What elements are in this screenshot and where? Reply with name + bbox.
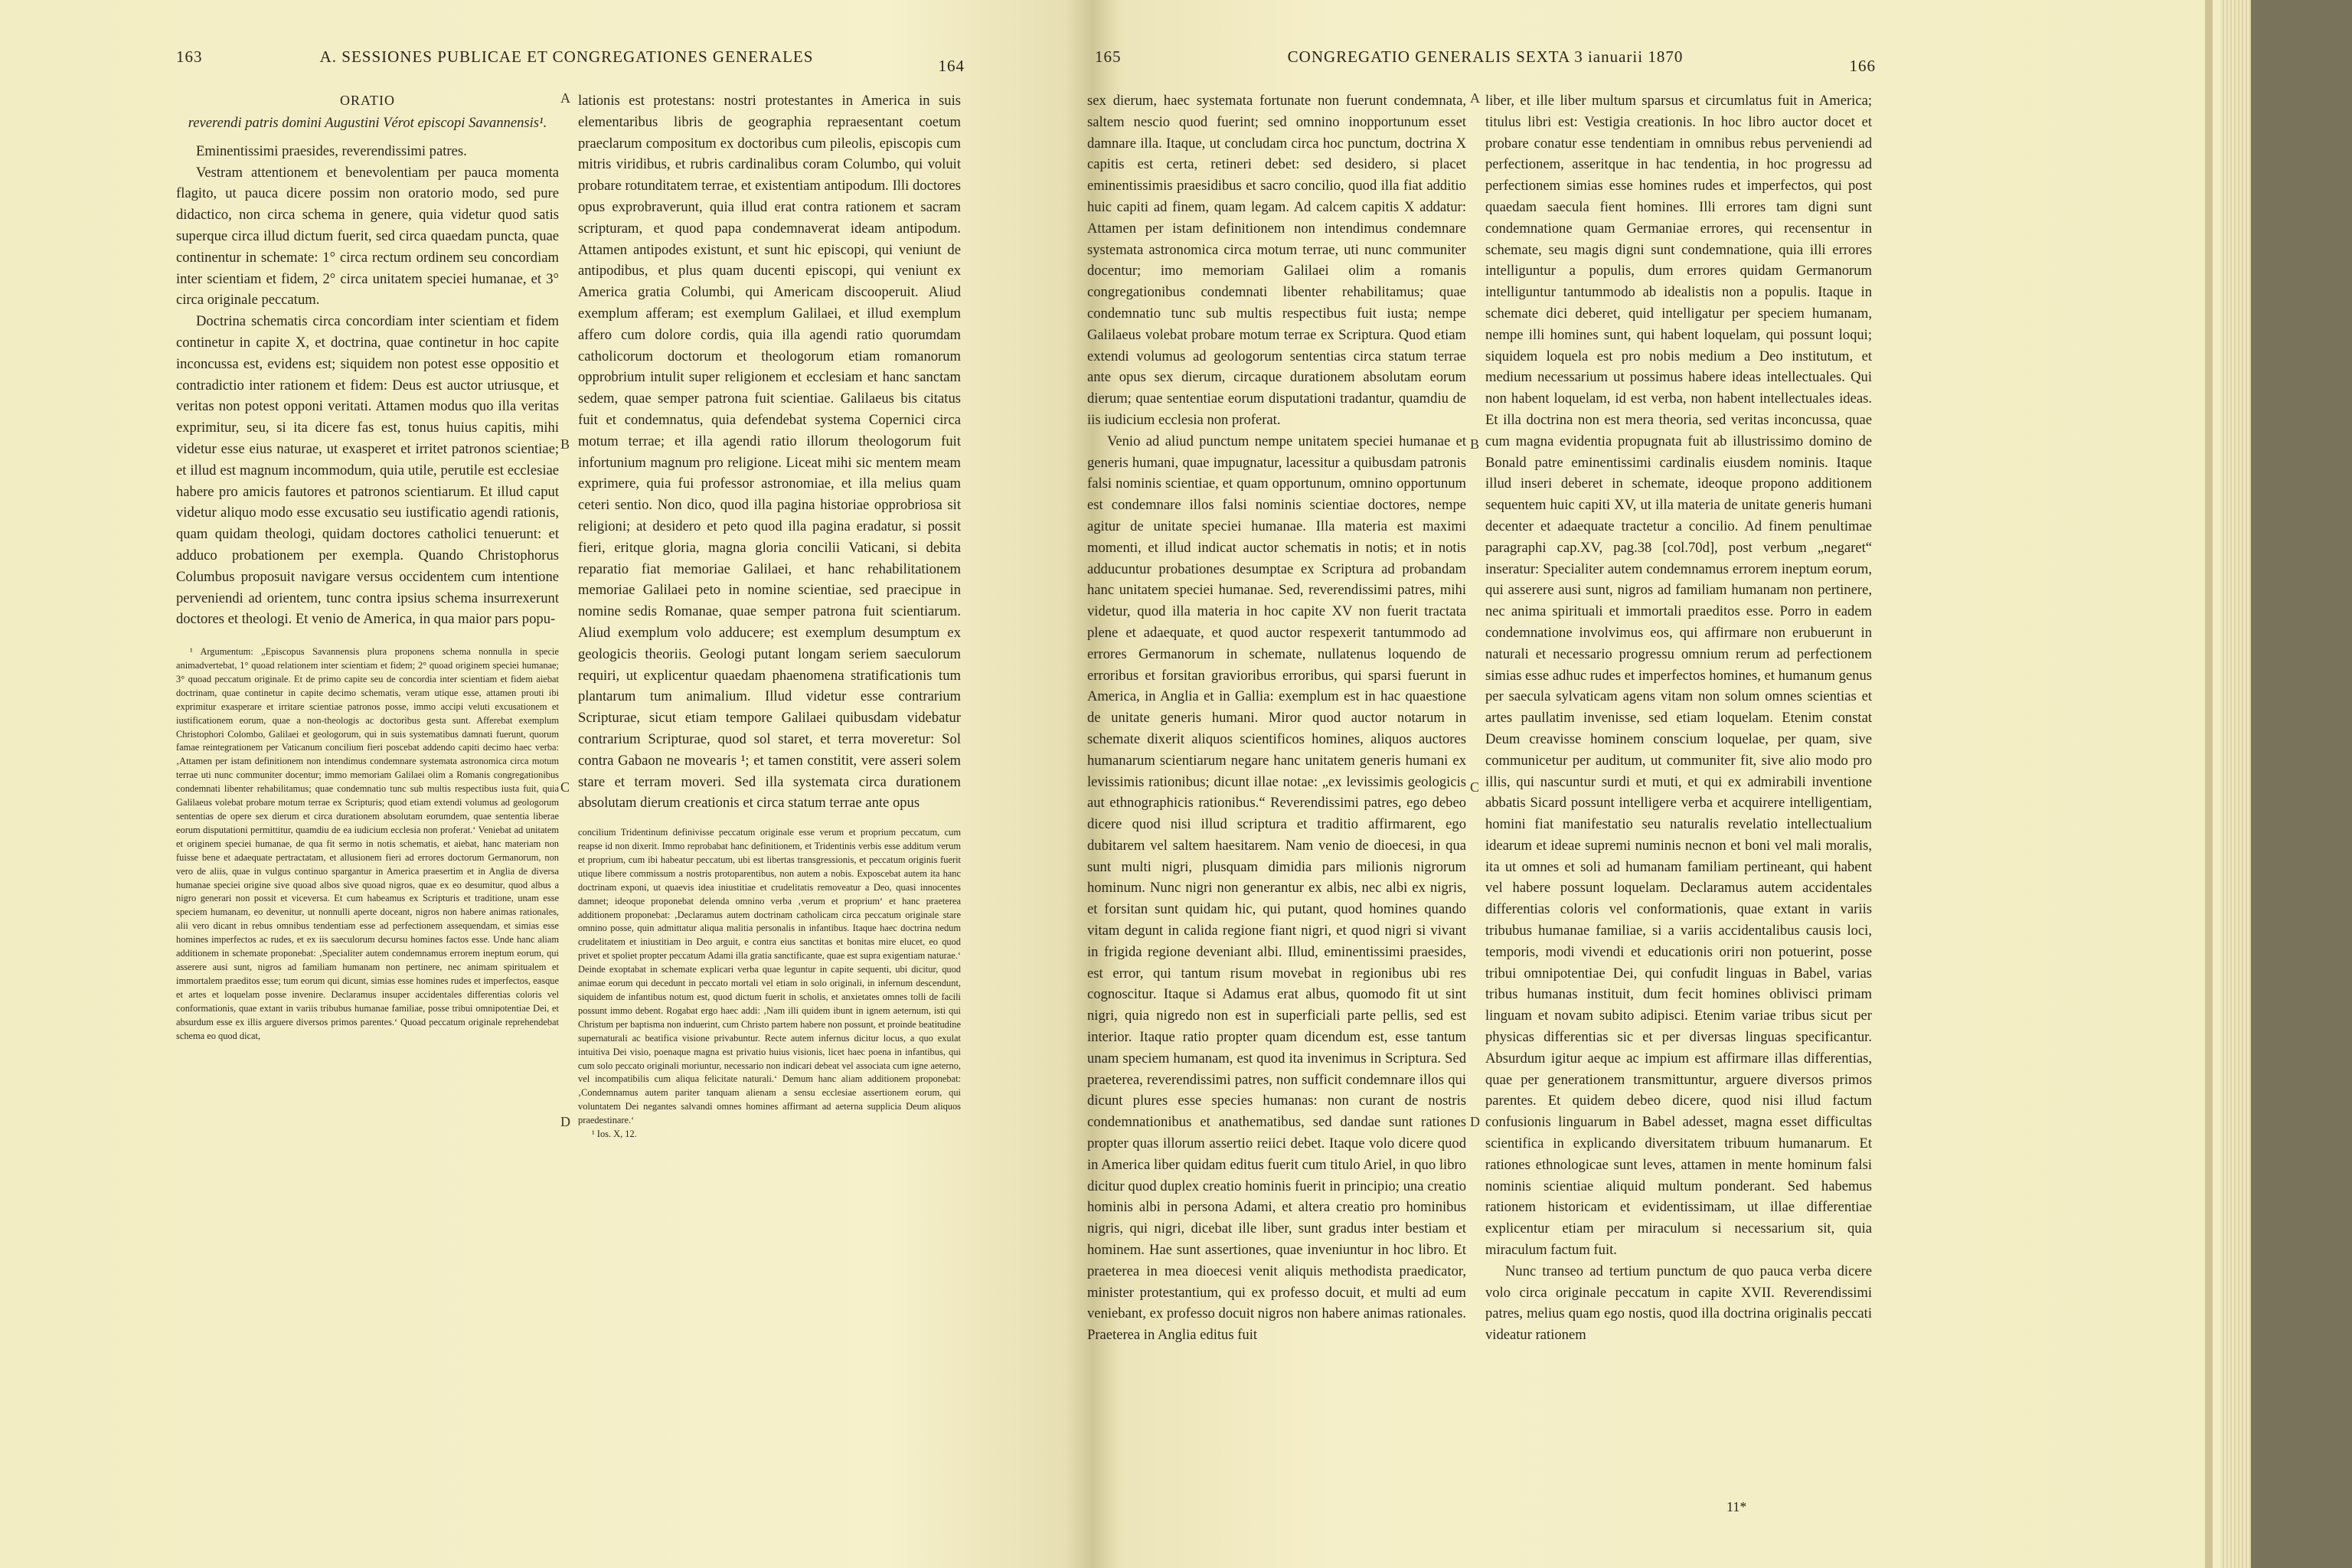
margin-letter-c: C [1470, 779, 1480, 795]
right-page [1087, 0, 1883, 1568]
running-head-left: A. SESSIONES PUBLICAE ET CONGREGATIONES GENERALES [319, 47, 814, 66]
footnote-reference: ¹ Ios. X, 12. [592, 1129, 637, 1140]
cover-edge [2205, 0, 2213, 1568]
paragraph: Nunc transeo ad tertium punctum de quo pauca verba dicere volo circa originale peccatum in capite XVII. Reverendissimi patres, melius quam ego nostis, quod illa doctrina originalis peccati videatur rationem [1485, 1263, 1872, 1344]
left-column-2 [578, 90, 961, 1142]
page-edges [2220, 0, 2251, 1568]
signature-mark: 11* [1726, 1499, 1747, 1514]
page-number-166: 166 [1849, 57, 1876, 75]
paragraph: Doctrina schematis circa concordiam inter scientiam et fidem continetur in capite X, et doctrina, quae continetur in hoc capite inconcussa est, evidens est; siquidem non potest esse oppositio et contradictio inter rationem et fidem: Deus est auctor utriusque, et veritas non potest opponi veritati. Attamen modus quo illa veritas exprimitur, seu, si ita dicere fas est, tonus huius capitis, mihi videtur esse eius naturae, ut exasperet et irritet patronos scientiae; et illud est magnum incommodum, quia utile, perutile est ecclesiae habere pro amicis fautores et patronos scientiarum. Et illud caput videtur aliquo modo esse excusatio seu iustificatio agendi rationis, quam quidam theologi, quidam doctores catholici tenuerunt: et adduco probationem per exempla. Quando Christophorus Columbus proposuit navigare versus occidentem cum intentione perveniendi ad orientem, tunc contra ipsius schema insurrexerunt doctores et theologi. Et venio de America, in qua maior pars popu- [176, 313, 559, 628]
margin-letter-b: B [1470, 436, 1480, 452]
footnote-left-col1 [176, 645, 559, 1043]
left-page-header [161, 47, 972, 78]
paragraph: Eminentissimi praesides, reverendissimi patres. [196, 142, 467, 159]
paragraph: sex dierum, haec systemata fortunate non fuerunt condemnata, saltem nescio quod fuerint; sed omnino inopportunum esset damnare illa. Itaque, ut concludam circa hoc punctum, doctrina X capitis est certa, retineri debet: sed desidero, si placet eminentissimis praesidibus et sacro concilio, quod illa fiat additio huic capiti ad finem, quam legam. Ad calcem capitis X addatur: Attamen per istam definitionem non intendimus condemnare systemata astronomica circa motum terrae, uti nunc communiter docentur; imo memoriam Galilaei olim a romanis congregationibus condemnati libenter rehabilitamus; quae condemnatio tunc sub multis respectibus fuit iusta; nempe Galilaeus volebat probare motum terrae ex Scriptura. Quod etiam extendi volumus ad geologorum sententias circa statum terrae ante opus sex dierum, circaque durationem absolutam eorum dierum; quae sententiae eorum disputationi tradantur, quamdiu de iis iudicium ecclesia non proferat. [1087, 93, 1466, 428]
margin-letter-a: A [1470, 90, 1480, 106]
paragraph: Vestram attentionem et benevolentiam per pauca momenta flagito, ut pauca dicere possim non oratorio modo, sed pure didactico, non circa schema in genere, quia videtur quod satis superque circa illud dictum fuerit, sed circa quaedam puncta, quae continentur in schemate: 1° circa rectum ordinem seu concordiam inter scientiam et fidem, 2° circa unitatem speciei humanae, et 3° circa originale peccatum. [176, 164, 559, 309]
page-number-165: 165 [1095, 47, 1122, 66]
margin-letter-b: B [560, 436, 570, 452]
oratio-title: ORATIO [340, 93, 395, 108]
page-number-163: 163 [176, 47, 203, 66]
paragraph: liber, et ille liber multum sparsus et circumlatus fuit in America; titulus libri est: Vestigia creationis. In hoc libro auctor docet et probare conatur esse tendentiam in omnibus rebus perveniendi ad perfectionem, asseritque in hac tendentia, in hoc progressu ad perfectionem simias esse homines rudes et imperfectos, qui post quaedam saecula fient homines. Illi errores tam digni sunt condemnatione quam Germaniae errores, qui recensentur in schemate, seu magis digni sunt condemnatione, quia illi errores intelliguntur a populis, dum errores quidam Germanorum intelliguntur tantummodo ab idealistis non a populis. Itaque in schemate dici deberet, quid intelligatur per speciem humanam, nempe illi homines sunt, qui habent loquelam, qui possunt loqui; siquidem loquela est pro nobis medium a Deo institutum, et medium necessarium ut possimus habere ideas intellectuales. Qui non habent loquelam, id est verba, non habent intellectuales ideas. Et illa doctrina non est mera theoria, sed veritas inconcussa, quae cum magna evidentia propugnata fuit ab illustrissimo domino de Bonald patre eminentissimi cardinalis eiusdem nominis. Itaque illud inseri deberet in schemate, ideoque propono additionem sequentem huic capiti XV, ut illa materia de unitate generis humani decenter et adaequate tractetur a concilio. Ad finem penultimae paragraphi cap.XV, pag.38 [col.70d], post verbum „negaret“ inseratur: Specialiter autem condemnamus errorem ineptum eorum, qui asserere ausi sunt, nigros ad familiam humanam non pertinere, nec anima spirituali et immortali praeditos esse. Porro in eadem condemnatione involvimus eos, qui affirmare non erubuerunt in naturali et necessario progressu omnium rerum ad perfectionem simias esse adhuc rudes et imperfectos homines, et humanum genus per saecula sylvaticam agens vitam non solum omnes scientias et artes paullatim invenisse, sed etiam loquelam. Etenim constat Deum creavisse hominem conscium loquelae, per quam, sive communicetur per auditum, ut communiter fit, sive alio modo pro illis, qui nascuntur surdi et muti, et qui ex admirabili inventione abbatis Sicard possunt intelligere verba et acquirere intelligentiam, homini fiat manifestatio seu naturalis revelatio intellectualium idearum et ideae supremi numinis necnon et boni vel mali moralis, ita ut omnes et soli ad humanam familiam pertineant, qui habent vel habere possunt loquelam. Declaramus autem accidentales differentias coloris vel conformationis, quae extant in variis tribubus humanae familiae, si a variis accidentalibus causis loci, temporis, modi vivendi et educationis oriri non potuerint, posse tribui omnipotentiae Dei, qui confudit linguas in Babel, varias tribus humanas instituit, dum fecit homines oblivisci primam linguam et novam subito adipisci. Etenim variae tribus sicut per physicas differentias sic et per diversas linguas specificantur. Absurdum igitur aeque ac impium est affirmare illas differentias, quae per generationem transmittuntur, arguere diversos primos parentes. Et quidem debeo dicere, quod nisi illud factum confusionis linguarum in Babel adesset, magna esset difficultas scientifica in explicando diversitatem tribuum humanarum. Et rationes ethnologicae sunt leves, attamen in mente hominum falsi nominis scientiae aliquid multum ponderant. Sed habemus rationem historicam et evidentissimam, ut illae differentiae explicentur etiam per miraculum si necessarium sit, quia miraculum factum fuit. [1485, 93, 1873, 1259]
left-page [161, 0, 972, 1568]
right-page-header [1087, 47, 1883, 78]
running-head-right: CONGREGATIO GENERALIS SEXTA 3 ianuarii 1870 [1287, 47, 1684, 66]
paragraph: lationis est protestans: nostri protestantes in America in suis elementaribus libris de geographia repraesentant coetum praeclarum compositum ex doctoribus cum pileolis, episcopis cum mitris viridibus, et rubris cardinalibus coram Columbo, qui voluit probare rotunditatem terrae, et existentiam antipodum. Illi doctores opus exprobraverunt, quia illud erat contra rationem et sacram scripturam, et quod papa condemnaverat ideam antipodum. Attamen antipodes existunt, et sunt hic episcopi, qui veniunt de antipodibus, et plus quam ducenti episcopi, qui veniunt ex America gratia Columbi, qui Americam discooperuit. Aliud exemplum afferam; est exemplum Galilaei, et illud exemplum affero cum dolore cordis, quia illa agendi ratio quorumdam catholicorum doctorum et theologorum etiam romanorum opprobrium intulit super religionem et ecclesiam et hanc sanctam sedem, quae semper patrona fuit scientiae. Galilaeus bis citatus fuit et condemnatus, quia defendebat systema Copernici circa motum terrae; et illa agendi ratio illorum theologorum fuit infortunium magnum pro religione. Liceat mihi sic mentem meam exprimere, quia fui professor astronomiae, et illa melius quam ceteri sentio. Non dico, quod illa pagina historiae opprobriosa sit religioni; at desidero et peto quod illa pagina eradatur, si possit fieri, eritque gloria, magna gloria concilii Vaticani, si debita reparatio fiat memoriae Galilaei, et hanc rehabilitationem memoriae Galilaei peto in nomine scientiae, sed praecipue in nomine sedis Romanae, quae semper patrona fuit scientiarum. Aliud exemplum volo adducere; est exemplum desumptum ex geologicis theoriis. Geologi putant longam seriem saeculorum requiri, ut explicentur quaedam phaenomena stratificationis tum plantarum tum animalium. Illud videtur esse contrarium Scripturae, sicut etiam tempore Galilaei quibusdam videbatur contrarium Scripturae, quod sol staret, et terra moveretur: Sol contra Gabaon ne movearis ¹; et tamen constitit, vere asseri solem stare et terram moveri. Sed illa systemata circa durationem absolutam dierum creationis et circa statum terrae ante opus [578, 93, 961, 812]
paragraph: Venio ad aliud punctum nempe unitatem speciei humanae et generis humani, quae impugnatur, lacessitur a quibusdam patronis falsi nominis scientiae, et quam opportunum, omnino opportunum est condemnare illos falsi nominis scientiae doctores, nempe agitur de unitate speciei humanae. Illa materia est maximi momenti, et illud indicat auctor schematis in notis; et in notis adducuntur probationes desumptae ex Scriptura ad probandam hanc unitatem speciei humanae. Sed, reverendissimi patres, mihi videtur, quod illa materia in hoc capite XV non fuerit tractata plene et adaequate, et quod auctor respexerit tantummodo ad errores Germanorum in schemate, nullatenus loquendo de erroribus et forsitan gravioribus erroribus, qui sparsi fuerunt in America, in Anglia et in Gallia: exemplum est in hac quaestione de unitate generis humani. Miror quod auctor notarum in schemate dixerit aliquos scientificos homines, aliquos auctores humanarum scientiarum negare hanc unitatem generis humani ex levissimis rationibus; dicunt illae notae: „ex levissimis geologicis aut ethnographicis rationibus.“ Reverendissimi patres, ego debeo dicere quod nisi illud scriptura et traditio affirmarent, ego dubitarem vel saltem haesitarem. Nam venio de dioecesi, in qua sunt multi nigri, plusquam dimidia pars milionis nigrorum hominum. Nunc nigri non generantur ex albis, nec albi ex nigris, et forsitan sunt quidam hic, qui putant, quod homines quando vitam degunt in calida regione fiant nigri, et quod nigri si vivant in frigida regione deveniant albi. Illud, eminentissimi praesides, est error, qui tantum risum movebat in regionibus ubi res cognoscitur. Itaque si Adamus erat albus, quomodo fit ut sint nigri, quia nigredo non est in superficiali parte pellis, sed est interior. Itaque ratio propter quam dicendum est, esse tantum unam speciem humanam, est quod ita invenimus in Scriptura. Sed praeterea, reverendissimi patres, non sufficit condemnare illos qui dicunt plures esse species humanas: non curant de nostris condemnationibus et anathematibus, sed dandae sunt rationes propter quas illorum assertio reiici debet. Itaque volo dicere quod in America liber quidam editus fuerit cum titulo Ariel, in quo libro dicitur quod duplex creatio hominis fuerit in principio; una creatio hominis albi in persona Adami, et altera creatio pro hominibus nigris, qui nigri, dicebat ille liber, sunt gradus inter bestiam et hominem. Hae sunt assertiones, quae inveniuntur in hoc libro. Et praeterea in mea dioecesi venit aliquis methodista praedicator, minister protestantium, qui ex professo docuit, et multi ad eum veniebant, ex professo docuit nigros non habere animas rationales. Praeterea in Anglia editus fuit [1087, 433, 1466, 1344]
left-column-1 [176, 90, 559, 1043]
margin-letter-a: A [560, 90, 570, 106]
right-column-1 [1087, 90, 1466, 1346]
book-cover [2251, 0, 2352, 1568]
margin-letter-d: D [1470, 1114, 1480, 1129]
right-column-2 [1485, 90, 1872, 1346]
footnote-left-col2 [578, 826, 961, 1142]
margin-letter-c: C [560, 779, 570, 795]
oratio-subtitle: reverendi patris domini Augustini Vérot episcopi Savannensis¹. [188, 114, 547, 131]
page-number-164: 164 [938, 57, 965, 75]
margin-letter-d: D [560, 1114, 570, 1129]
footnote-text: concilium Tridentinum definivisse peccatum originale esse verum et proprium peccatum, cum reapse id non dixerit. Immo reprobabat hanc definitionem, et Tridentinis verbis esse additum verum et proprium, cum ibi habeatur peccatum, ubi est libertas transgressionis, et peccatum originis fuerit utique libere commissum a nostris protoparentibus, non autem a nobis. Exposcebat autem ita hanc doctrinam exponi, ut quaevis idea iniustitiae et crudelitatis removeatur a Deo, quasi innocentes damnet; ideoque proponebat delenda omnino verba ‚verum et proprium‘ et hanc praeterea additionem proponebat: ‚Declaramus autem doctrinam catholicam circa peccatum originale stare omnino posse, quin admittatur aliqua malitia personalis in infantibus. Itaque haec doctrina nedum crudelitatem et iniustitiam in Deo arguit, e contra eius sanctitas et bonitas mire elucet, eo quod privet et spoliet propter peccatum Adami illa gratia sanctificante, quae est supra exigentiam naturae.‘ Deinde exoptabat in schemate explicari verba quae leguntur in capite sequenti, ubi dicitur, quod animae eorum qui decedunt in peccato mortali vel etiam in solo originali, in infernum descendunt, siquidem de infantibus notum est, quod dictum fuerit in scholis, et anxietates omnes tolli de facili possunt immo debent. Rogabat ergo haec addi: ‚Nam illi quidem ibunt in ignem aeternum, isti qui Christum per baptisma non induerint, cum Christo partem habere non possunt, et proinde beatitudine supernaturali ac beatifica visione privabuntur. Recte autem infernus dicitur locus, a quo exulat intuitiva Dei visio, poenaque magna est privatio huius visionis, licet haec poena in infantibus, qui cum solo peccato originali moriuntur, necessario non indicari debeat vel associata cum igne aeterno, vel incompatibilis cum aliqua felicitate naturali.‘ Demum hanc aliam additionem proponebat: ‚Condemnamus autem pariter tanquam alienam a sensu ecclesiae assertionem eorum, qui voluntatem Dei negantes salvandi omnes homines affirmant ad aeterna supplicia Deum aliquos praedestinare.‘ [578, 827, 961, 1126]
footnote-text: ¹ Argumentum: „Episcopus Savannensis plura proponens schema nonnulla in specie animadvertebat, 1° quoad relationem inter scientiam et fidem; 2° quoad originem speciei humanae; 3° quoad peccatum originale. Et de primo capite seu de concordia inter scientiam et fidem aiebat doctrinam, quae continetur in capite decimo schematis, veram utique esse, attamen prouti ibi exprimitur exasperare et irritare scientiae patronos posse, immo accipi veluti excusationem et iustificationem eorum, quae a non-theologis ac doctoribus gesta sunt. Afferebat exemplum Christophori Colombo, Galilaei et geologorum, qui in suis systematibus damnati fuerunt, quorum famae reintegrationem per Vaticanum concilium fieri poscebat addendo capiti decimo haec verba: ‚Attamen per istam definitionem non intendimus condemnare systemata astronomica circa motum terrae uti nunc communiter docentur; immo memoriam Galilaei olim a Romanis congregationibus condemnati libenter rehabilitamus; quae condemnatio tunc sub multis respectibus iusta fuit, quia Galilaeus volebat probare motum terrae ex Scripturis; quod etiam extendi volumus ad geologorum sententias de opere sex dierum et circa durationem absolutam eorumdem, quae sententia liberae eorum disputationi permittitur, quamdiu de ea iudicium ecclesia non proferat.‘ Veniebat ad unitatem et originem speciei humanae, de qua fit sermo in notis schematis, et aiebat, hanc materiam non fuisse bene et adaequate pertractatam, et allusionem fieri ad errores doctorum Germanorum, non vero de aliis, quae in vulgus continuo spargantur in America praesertim et in Anglia de diversa humanae speciei origine sive quoad albos sive quoad nigros, quae ex eo desumitur, quod albus a nigro generari non possit et viceversa. Et cum habeamus ex Scripturis et traditione, unam esse speciem humanam, eo devenitur, ut nonnulli aperte doceant, nigros non habere animas rationales, alii vero dicant in rebus omnibus tendentiam esse ad perfectionem assequendam, et simias esse homines imperfectos ac rudes, et ex iis saeculorum decursu homines factos esse. Unde hanc aliam additionem in schemate proponebat: ‚Specialiter autem condemnamus errorem ineptum eorum, qui asserere ausi sunt, nigros ad familiam humanam non pertinere, nec animam spiritualem et immortalem praeditos esse; tum eorum qui dicunt, simias esse homines rudes et imperfectos, easque et artes et loquelam posse invenire. Declaramus insuper accidentales differentias coloris vel conformationis, quae extant in variis tribubus humanae familiae, posse tribui omnipotentiae Dei, et absurdum esse ex illis arguere diversos primos parentes.‘ Quoad peccatum originale reprehendebat schema eo quod dicat, [176, 646, 559, 1041]
